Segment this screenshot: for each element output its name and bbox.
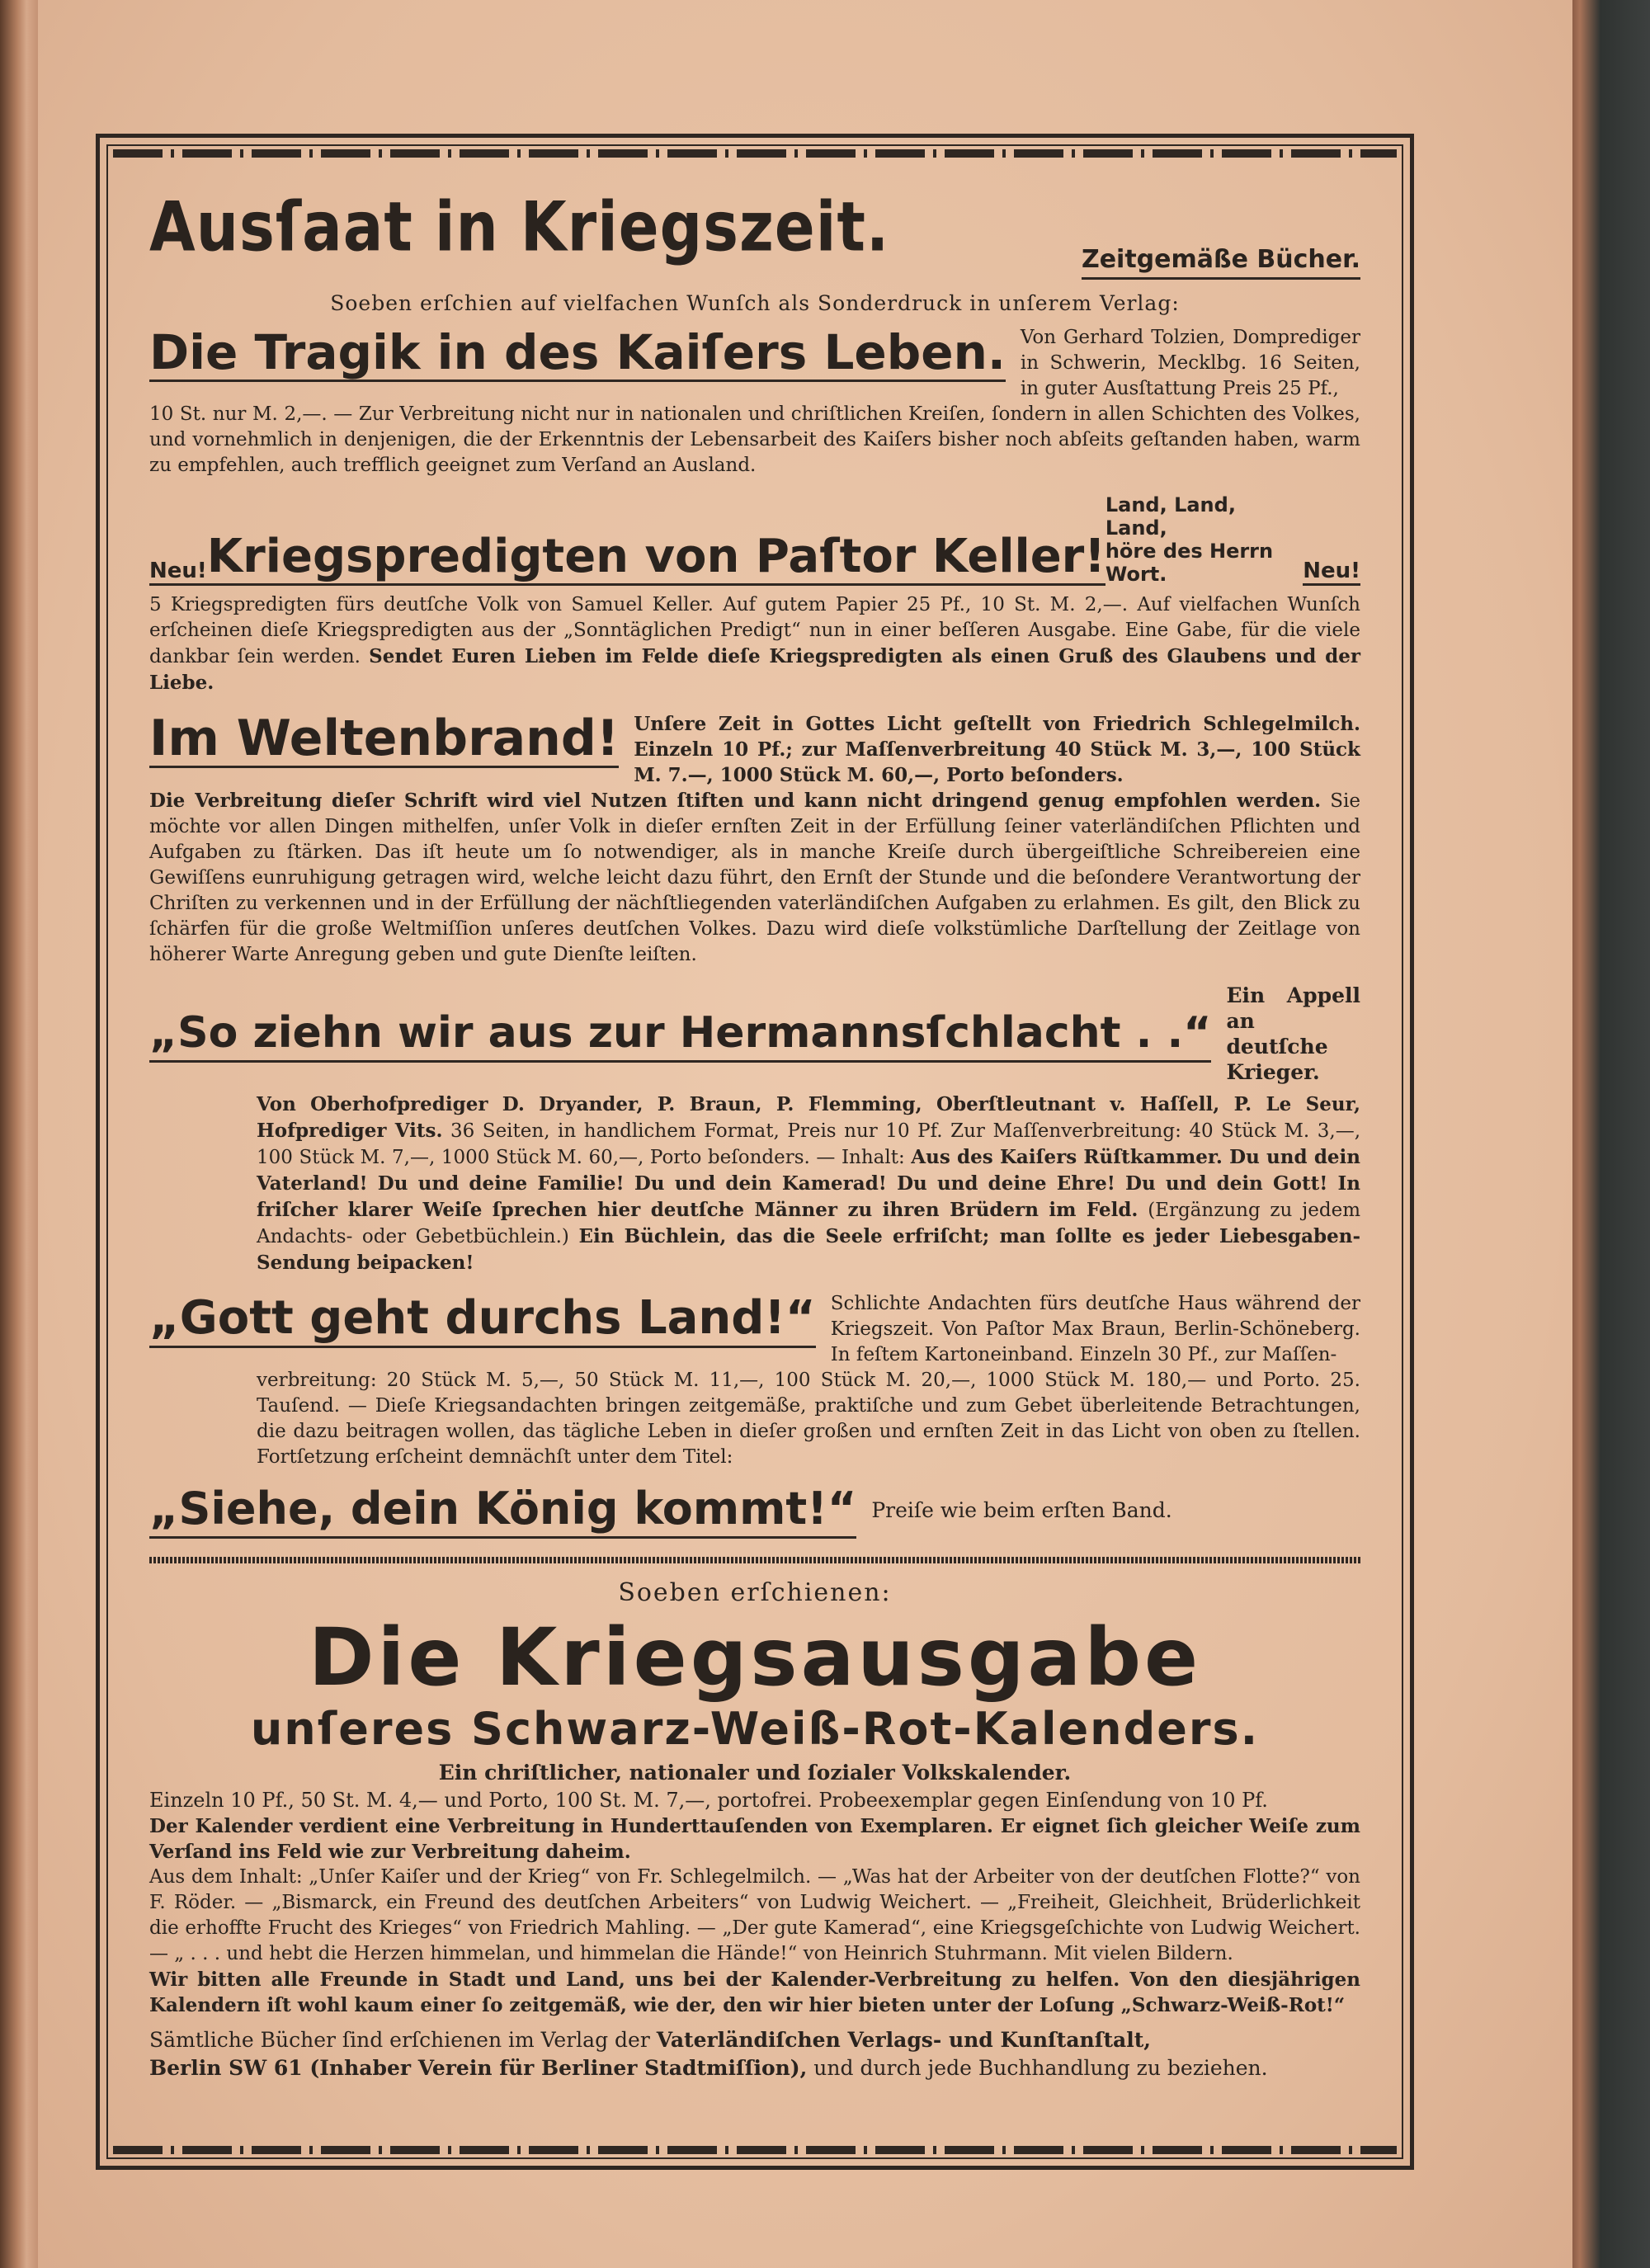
hermann-heading: „So ziehn wir aus zur Hermannsſchlacht . .“ [149, 1006, 1211, 1063]
neu-badge-left: Neu! [149, 559, 207, 586]
gott-heading: „Gott geht durchs Land!“ [149, 1291, 816, 1348]
book-spine-right [1568, 0, 1650, 2268]
koenig-side-text: Preiſe wie beim erſten Band. [871, 1498, 1172, 1522]
decorative-border-bottom [113, 2146, 1397, 2154]
footer-line-2 [149, 2054, 1360, 2082]
tragik-section [149, 325, 1360, 479]
keller-body [149, 592, 1360, 696]
hermann-body [149, 1092, 1360, 1276]
footer-publisher: Vaterländiſchen Verlags- und Kunſtanſtalt, [656, 2028, 1151, 2052]
kalender-intro: Soeben erſchienen: [618, 1578, 892, 1607]
footer-address: Berlin SW 61 (Inhaber Verein für Berliner Stadtmiſſion), [149, 2056, 808, 2080]
hermann-closing: Ein Büchlein, das die Seele erfriſcht; man ſollte es jeder Liebesgaben-Sendung beipacken! [257, 1225, 1360, 1274]
hermann-section [149, 983, 1360, 1276]
footer-line-1-text: Sämtliche Bücher ſind erſchienen im Verlag der [149, 2028, 650, 2052]
neu-badge-right: Neu! [1303, 559, 1360, 586]
hermann-authors: Von Oberhofprediger D. Dryander, P. Braun, P. Flemming, Oberſtleutnant v. Haſſell, P. Le Seur, Hofprediger Vits. [257, 1093, 1360, 1142]
gott-body: verbreitung: 20 Stück M. 5,—, 50 Stück M. 11,—, 100 Stück M. 20,—, 1000 Stück M. 180,— und Porto. 25. Tauſend. — Dieſe Kriegsandachten bringen zeitgemäße, praktiſche und zum Gebet überleitende Betrachtungen, die dazu beitragen wollen, das tägliche Leben in dieſer großen und ernſten Zeit in das Licht von oben zu ſtellen. Fortſetzung erſcheint demnächſt unter dem Titel: [257, 1370, 1360, 1468]
kalender-section [149, 1578, 1360, 2082]
tragik-body: 10 St. nur M. 2,—. — Zur Verbreitung nicht nur in nationalen und chriſtlichen Kreiſen, ſondern in allen Schichten des Volkes, und vornehmlich in denjenigen, die der Erkenntnis der Lebensarbeit des Kaiſers bisher noch abſeits geſtanden haben, warm zu empfehlen, auch trefflich geeignet zum Verſand an Ausland. [149, 403, 1360, 476]
advertisement-content [149, 163, 1360, 2133]
kalender-prices: Einzeln 10 Pf., 50 St. M. 4,— und Porto, 100 St. M. 7,—, portofrei. Probeexemplar gegen Einſendung von 10 Pf. [149, 1789, 1268, 1812]
hermann-body-bold: Aus des Kaiſers Rüſtkammer. Du und dein Vaterland! Du und deine Familie! Du und dein Kamerad! Du und deine Ehre! Du und dein Gott! In friſcher klarer Weiſe ſprechen hier deutſche Männer zu ihren Brüdern im Feld. [257, 1146, 1360, 1221]
weltenbrand-body-bold: Die Verbreitung dieſer Schrift wird viel Nutzen ſtiften und kann nicht dringend genug empfohlen werden. [149, 790, 1322, 812]
kalender-recommendation: Der Kalender verdient eine Verbreitung in Hunderttauſenden von Exemplaren. Er eignet ſich gleicher Weiſe zum Verſand ins Feld wie zur Verbreitung daheim. [149, 1815, 1360, 1863]
gott-section [149, 1291, 1360, 1470]
hermann-body-text: 36 Seiten, in handlichem Format, Preis nur 10 Pf. Zur Maſſenverbreitung: 40 Stück M. 3,—, 100 Stück M. 7,—, 1000 Stück M. 60,—, Porto beſonders. — Inhalt: [257, 1120, 1360, 1168]
page-title: Ausſaat in Kriegszeit. [149, 186, 890, 266]
hermann-side-line-1: Ein Appell an [1226, 983, 1360, 1033]
koenig-heading: „Siehe, dein König kommt!“ [149, 1482, 856, 1539]
kalender-tagline: Ein chriſtlicher, nationaler und ſozialer Volkskalender. [438, 1761, 1072, 1785]
weltenbrand-section [149, 711, 1360, 968]
decorative-border-top [113, 149, 1397, 158]
tragik-side-text: Von Gerhard Tolzien, Domprediger in Schwerin, Mecklbg. 16 Seiten, in guter Ausſtattung Preis 25 Pf., [1020, 327, 1360, 399]
weltenbrand-body [149, 788, 1360, 968]
keller-heading: Kriegspredigten von Paſtor Keller! [207, 530, 1106, 586]
kalender-title: Die Kriegsausgabe [308, 1611, 1202, 1704]
hermann-note: (Ergänzung zu jedem Andachts- oder Gebetbüchlein.) [257, 1200, 1361, 1247]
tragik-heading: Die Tragik in des Kaiſers Leben. [149, 324, 1006, 380]
keller-body-text: 5 Kriegspredigten fürs deutſche Volk von Samuel Keller. Auf gutem Papier 25 Pf., 10 St. M. 2,—. Auf vielfachen Wunſch erſcheinen dieſe Kriegspredigten aus der „Sonntäglichen Predigt“ nun in einer beſſeren Ausgabe. Eine Gabe, für die viele dankbar ſein werden. [149, 594, 1360, 667]
hermann-side-line-2: deutſche Krieger. [1226, 1035, 1328, 1084]
footer-line-1 [149, 2026, 1360, 2054]
keller-motto [1106, 493, 1303, 586]
header-row [149, 163, 1360, 286]
weltenbrand-body-text: Sie möchte vor allen Dingen mithelfen, unſer Volk in dieſer ernſten Zeit in der Erfüllung ſeiner vaterländiſchen Pflichten und Aufgaben zu ſtärken. Das iſt heute um ſo notwendiger, als in manche Kreiſe durch übergeiſtliche Schreibereien eine Gewiſſens eunruhigung getragen wird, welche leicht dazu führt, den Ernſt der Stunde und die beſondere Verantwortung der Chriſten zu verkennen und in der Erfüllung der nächſtliegenden vaterländiſchen Aufgaben zu erlahmen. Es gilt, den Blick zu ſchärfen für die große Weltmiſſion unſeres deutſchen Volkes. Dazu wird dieſe volkstümliche Darſtellung der Zeitlage von höherer Warte Anregung geben und gute Dienſte leiſten. [149, 790, 1360, 965]
footer-line-2-text: und durch jede Buchhandlung zu beziehen. [813, 2056, 1268, 2080]
advertisement-frame [96, 134, 1414, 2170]
kalender-subtitle: unſeres Schwarz-Weiß-Rot-Kalenders. [250, 1703, 1260, 1755]
printed-page [38, 0, 1572, 2268]
header-intro: Soeben erſchien auf vielfachen Wunſch als Sonderdruck in unſerem Verlag: [330, 291, 1180, 315]
section-divider [149, 1557, 1360, 1563]
weltenbrand-side-text: Unſere Zeit in Gottes Licht geſtellt von Friedrich Schlegelmilch. Einzeln 10 Pf.; zur Maſſenverbreitung 40 Stück M. 3,—, 100 Stück M. 7.—, 1000 Stück M. 60,—, Porto beſonders. [634, 713, 1360, 786]
keller-motto-line-1: Land, Land, Land, [1105, 493, 1236, 540]
koenig-section [149, 1482, 1360, 1539]
keller-motto-line-2: höre des Herrn Wort. [1105, 540, 1274, 586]
keller-section [149, 493, 1360, 696]
gott-side-text: Schlichte Andachten fürs deutſche Haus während der Kriegszeit. Von Paſtor Max Braun, Berlin-Schöneberg. In feſtem Kartoneinband. Einzeln 30 Pf., zur Maſſen- [830, 1293, 1360, 1365]
weltenbrand-heading: Im Weltenbrand! [149, 710, 620, 767]
kalender-contents: Aus dem Inhalt: „Unſer Kaiſer und der Krieg“ von Fr. Schlegelmilch. — „Was hat der Arbeiter von der deutſchen Flotte?“ von F. Röder. — „Bismarck, ein Freund des deutſchen Arbeiters“ von Ludwig Weichert. — „Freiheit, Gleichheit, Brüderlichkeit die erhoffte Frucht des Krieges“ von Friedrich Mahling. — „Der gute Kamerad“, eine Kriegsgeſchichte von Ludwig Weichert. — „ . . . und hebt die Herzen himmelan, und himmelan die Hände!“ von Heinrich Stuhrmann. Mit vielen Bildern. [149, 1866, 1360, 1964]
kalender-appeal: Wir bitten alle Freunde in Stadt und Land, uns bei der Kalender-Verbreitung zu helfen. Von den diesjährigen Kalendern iſt wohl kaum einer ſo zeitgemäß, wie der, den wir hier bieten unter der Loſung „Schwarz-Weiß-Rot!“ [149, 1969, 1360, 2016]
book-binding-left [0, 0, 38, 2268]
hermann-side [1211, 983, 1360, 1085]
header-tagline: Zeitgemäße Bücher. [1082, 245, 1360, 280]
keller-body-bold: Sendet Euren Lieben im Felde dieſe Kriegspredigten als einen Gruß des Glaubens und der Liebe. [149, 645, 1360, 694]
